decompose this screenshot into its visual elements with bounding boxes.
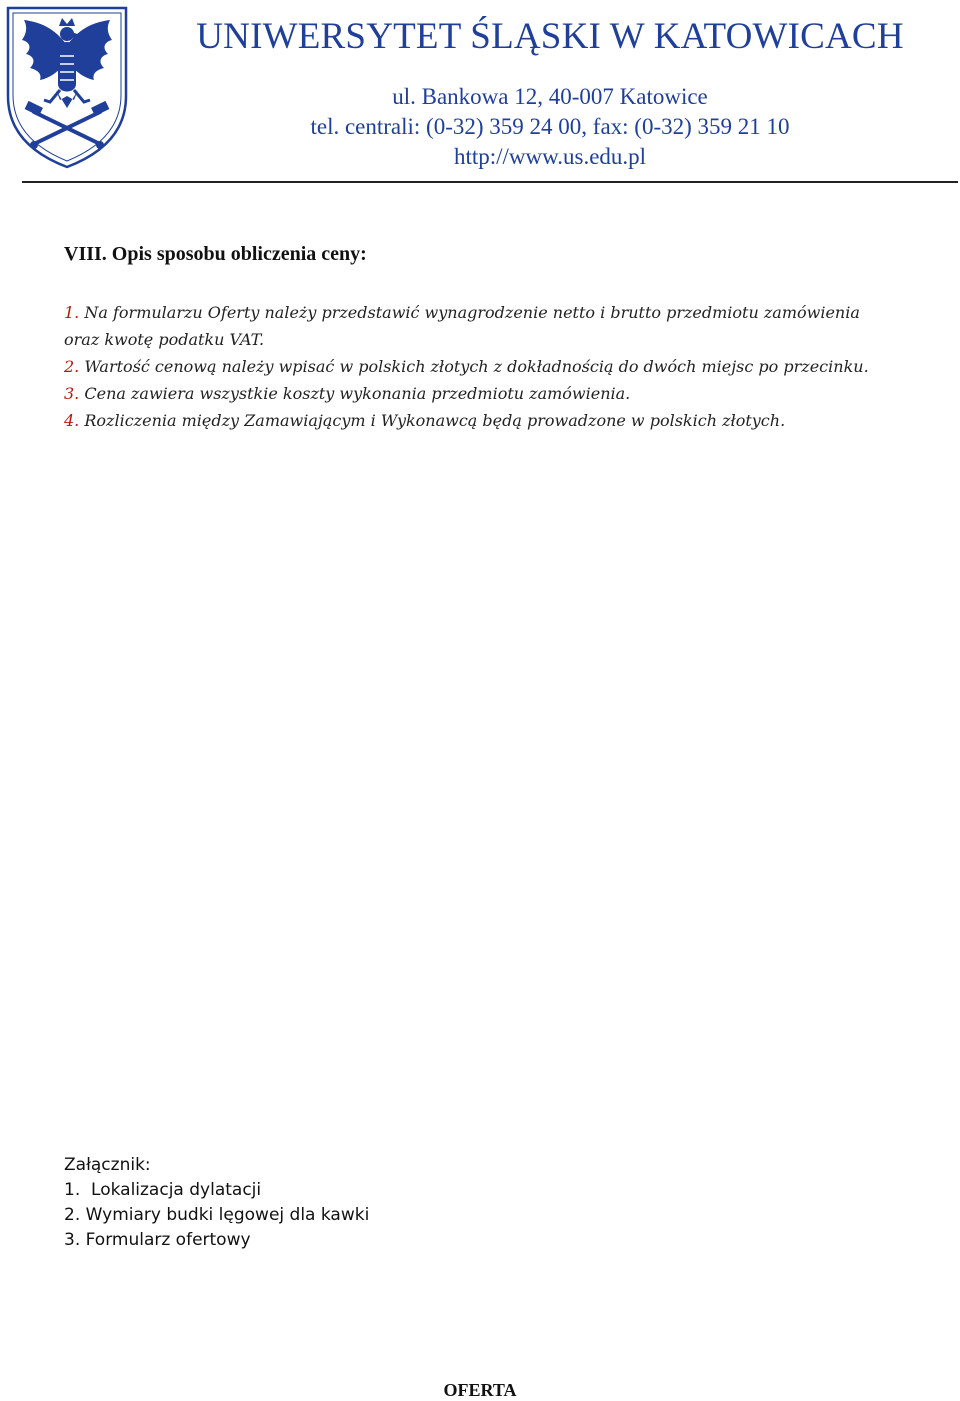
item-number: 1.: [64, 303, 80, 322]
list-item: [64, 380, 944, 407]
list-item-continuation: [64, 326, 944, 353]
attachments-label: Załącznik:: [64, 1155, 151, 1175]
eagle-shield-emblem-icon: [4, 4, 130, 170]
university-website[interactable]: http://www.us.edu.pl: [453, 144, 647, 169]
attachment-item: 2. Wymiary budki lęgowej dla kawki: [64, 1205, 370, 1225]
item-text: oraz kwotę podatku VAT.: [64, 330, 265, 349]
item-number: 3.: [64, 384, 80, 403]
university-address: ul. Bankowa 12, 40-007 Katowice: [392, 84, 708, 109]
item-number: 4.: [64, 411, 80, 430]
pricing-rules-list: [64, 299, 944, 434]
section-heading: VIII. Opis sposobu obliczenia ceny:: [64, 243, 367, 265]
item-text: Wartość cenową należy wpisać w polskich złotych z dokładnością do dwóch miejsc po przecinku.: [84, 357, 869, 376]
item-text: Rozliczenia między Zamawiającym i Wykonawcą będą prowadzone w polskich złotych.: [84, 411, 786, 430]
item-text: Na formularzu Oferty należy przedstawić wynagrodzenie netto i brutto przedmiotu zamówienia: [84, 303, 860, 322]
attachment-item: 1. Lokalizacja dylatacji: [64, 1180, 262, 1200]
attachments-block: [64, 1153, 369, 1253]
next-section-heading: OFERTA: [443, 1380, 517, 1400]
university-name: UNIWERSYTET ŚLĄSKI W KATOWICACH: [196, 16, 904, 57]
list-item: [64, 353, 944, 380]
header-divider: [22, 181, 958, 183]
attachment-item: 3. Formularz ofertowy: [64, 1230, 251, 1250]
university-phone-fax: tel. centrali: (0-32) 359 24 00, fax: (0-32) 359 21 10: [310, 114, 790, 139]
item-text: Cena zawiera wszystkie koszty wykonania przedmiotu zamówienia.: [84, 384, 631, 403]
list-item: [64, 407, 944, 434]
letterhead: [140, 14, 960, 172]
item-number: 2.: [64, 357, 80, 376]
list-item: [64, 299, 944, 326]
